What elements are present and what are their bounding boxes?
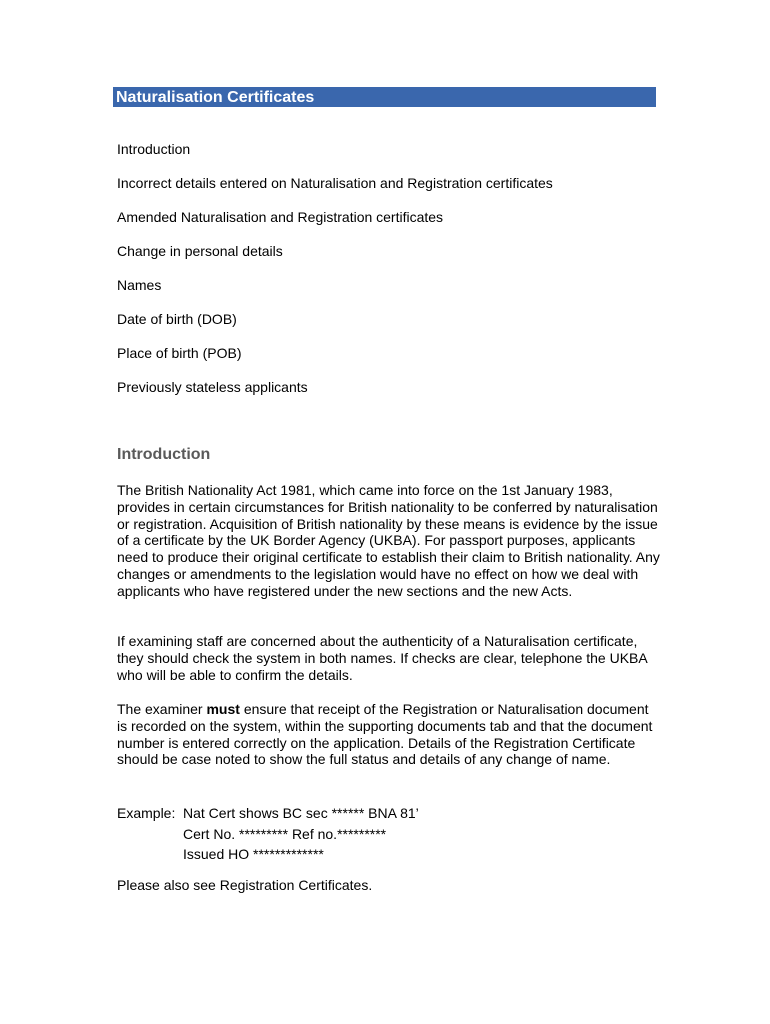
paragraph-authenticity-check: If examining staff are concerned about the authenticity of a Naturalisation certificate, they should check the system in both names. If checks are clear, telephone the UKBA who will be able to confirm the details. bbox=[117, 633, 647, 683]
page-title: Naturalisation Certificates bbox=[113, 87, 656, 107]
example-line-nat-cert: Nat Cert shows BC sec ****** BNA 81’ bbox=[183, 805, 419, 821]
example-line-cert-no: Cert No. ********* Ref no.********* bbox=[183, 825, 387, 842]
toc-item-incorrect-details[interactable]: Incorrect details entered on Naturalisation and Registration certificates bbox=[117, 175, 553, 191]
toc-item-previously-stateless[interactable]: Previously stateless applicants bbox=[117, 379, 308, 395]
paragraph-examiner-text-end: ensure that receipt of the Registration or Naturalisation document is recorded on the system, within the supporting documents tab and that the document number is entered correctly on the application. Details of the Registration Certificate should be case noted to show the full status and details of any change of name. bbox=[117, 701, 653, 768]
toc-item-date-of-birth[interactable]: Date of birth (DOB) bbox=[117, 311, 237, 327]
paragraph-act-overview: The British Nationality Act 1981, which came into force on the 1st January 1983, provides in certain circumstances for British nationality to be conferred by naturalisation or registration. Acquisition of British nationality by these means is evidence by the issue of a certificate by the UK Border Agency (UKBA). For passport purposes, applicants need to produce their original certificate to establish their claim to British nationality. Any changes or amendments to the legislation would have no effect on how we deal with applicants who have registered under the new sections and the new Acts. bbox=[117, 482, 660, 599]
example-line-issued: Issued HO ************* bbox=[183, 846, 324, 862]
paragraph-examiner-requirements bbox=[117, 701, 662, 768]
toc-item-place-of-birth[interactable]: Place of birth (POB) bbox=[117, 345, 242, 361]
toc-item-names[interactable]: Names bbox=[117, 277, 162, 293]
example-label: Example: bbox=[117, 805, 176, 821]
emphasis-must: must bbox=[206, 701, 240, 717]
toc-item-change-personal-details[interactable]: Change in personal details bbox=[117, 243, 283, 259]
example-lines bbox=[183, 803, 419, 865]
section-heading-introduction: Introduction bbox=[117, 446, 211, 463]
paragraph-examiner-text-start: The examiner bbox=[117, 701, 207, 717]
table-of-contents bbox=[117, 141, 677, 413]
example-block bbox=[117, 803, 419, 865]
see-also-registration-certificates[interactable]: Please also see Registration Certificates. bbox=[117, 877, 373, 893]
toc-item-amended-certificates[interactable]: Amended Naturalisation and Registration certificates bbox=[117, 209, 444, 225]
toc-item-introduction[interactable]: Introduction bbox=[117, 141, 191, 157]
